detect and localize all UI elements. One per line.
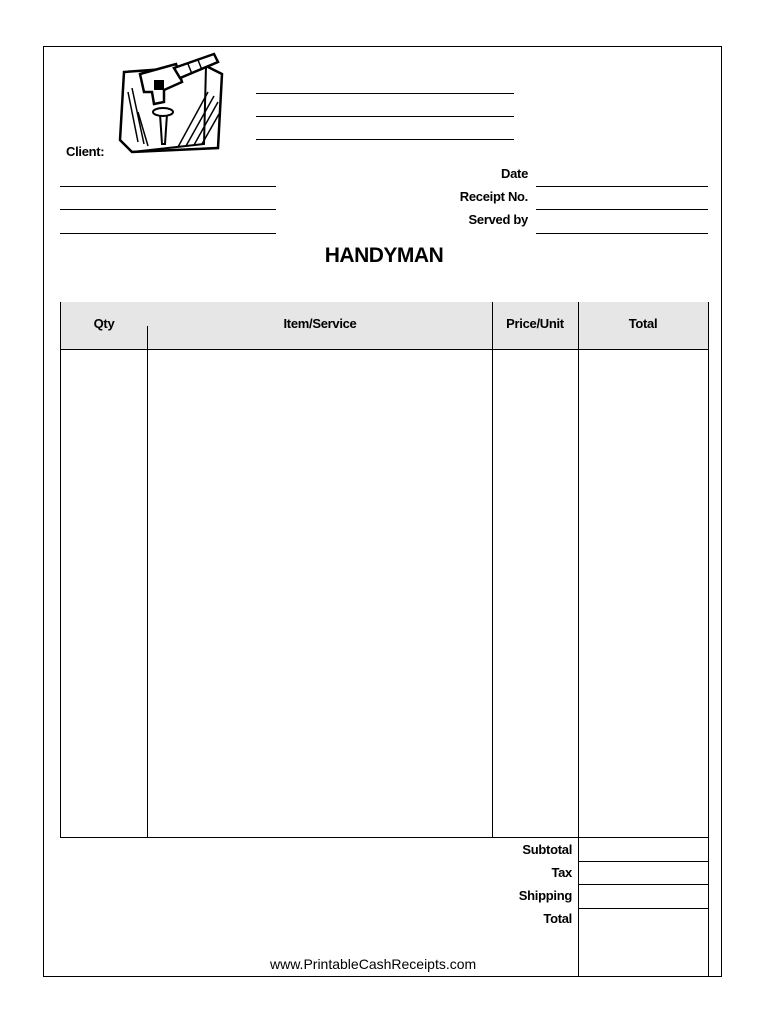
client-label: Client: bbox=[66, 144, 105, 159]
receipt-no-field[interactable] bbox=[536, 209, 708, 210]
total-field[interactable] bbox=[579, 909, 708, 975]
total-label: Total bbox=[543, 911, 572, 926]
shipping-label: Shipping bbox=[518, 888, 572, 903]
tax-label: Tax bbox=[551, 865, 572, 880]
shipping-field[interactable] bbox=[579, 885, 708, 907]
subtotal-label: Subtotal bbox=[522, 842, 572, 857]
client-line-2[interactable] bbox=[256, 116, 514, 117]
address-line-2[interactable] bbox=[60, 209, 276, 210]
col-qty: Qty bbox=[93, 316, 115, 331]
page-title: HANDYMAN bbox=[324, 244, 444, 267]
footer-website: www.PrintableCashReceipts.com bbox=[270, 956, 477, 972]
totals-right-edge bbox=[708, 838, 709, 977]
address-line-1[interactable] bbox=[60, 186, 276, 187]
served-by-field[interactable] bbox=[536, 233, 708, 234]
col-item-service: Item/Service bbox=[283, 316, 357, 331]
date-field[interactable] bbox=[536, 186, 708, 187]
address-line-3[interactable] bbox=[60, 233, 276, 234]
col-total: Total bbox=[628, 316, 658, 331]
receipt-no-label: Receipt No. bbox=[459, 189, 528, 204]
price-entry-area[interactable] bbox=[493, 351, 578, 837]
table-right-edge bbox=[708, 302, 709, 350]
served-by-label: Served by bbox=[468, 212, 528, 227]
hammer-nail-icon bbox=[118, 52, 226, 156]
qty-entry-area[interactable] bbox=[61, 351, 147, 837]
tax-field[interactable] bbox=[579, 862, 708, 884]
total-entry-area[interactable] bbox=[579, 351, 708, 837]
client-line-3[interactable] bbox=[256, 139, 514, 140]
subtotal-field[interactable] bbox=[579, 839, 708, 861]
date-label: Date bbox=[501, 166, 528, 181]
item-entry-area[interactable] bbox=[148, 351, 492, 837]
client-line-1[interactable] bbox=[256, 93, 514, 94]
col-price-unit: Price/Unit bbox=[506, 316, 564, 331]
